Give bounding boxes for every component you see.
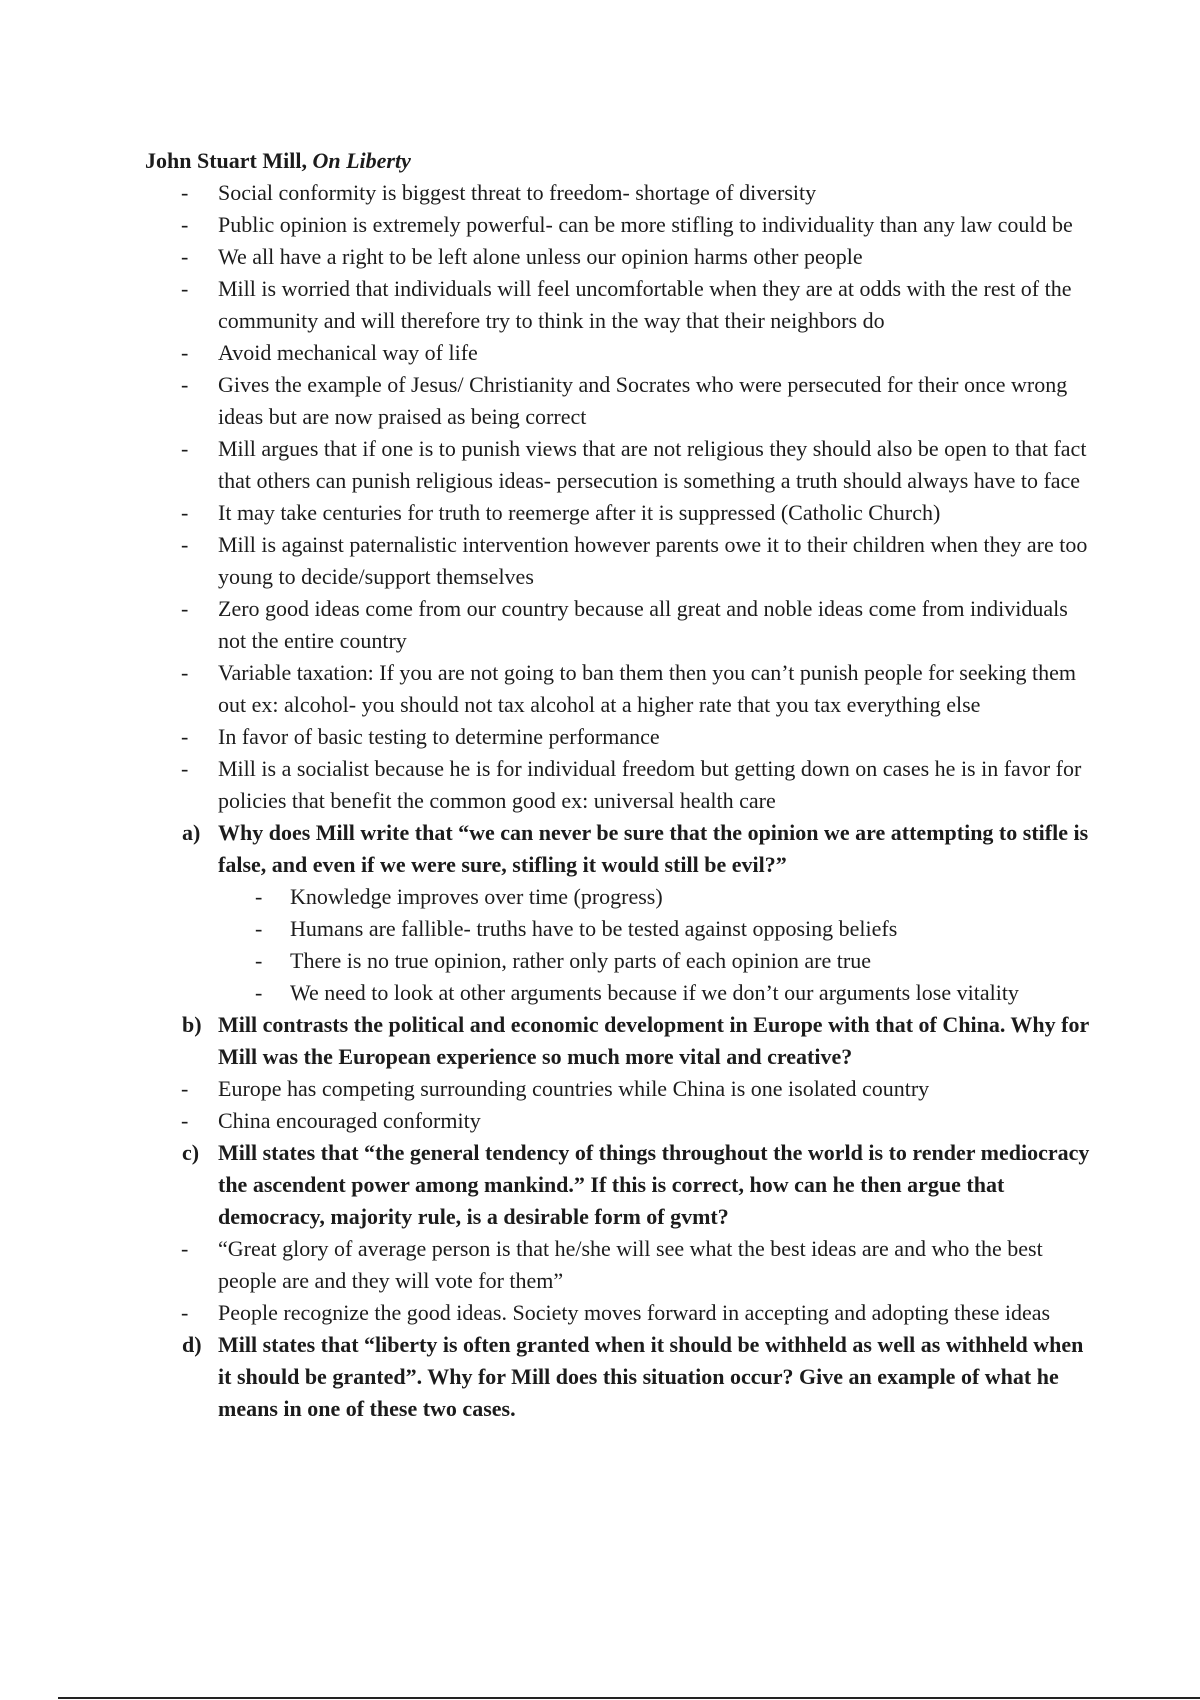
question-marker: d) bbox=[182, 1332, 202, 1357]
sub-bullet-item bbox=[145, 945, 1090, 977]
bullet-marker: - bbox=[181, 276, 189, 301]
bullet-text: Mill is against paternalistic intervention however parents owe it to their children when they are too young to decide/support themselves bbox=[218, 532, 1088, 589]
bullet-item bbox=[145, 529, 1090, 593]
bullet-text: Variable taxation: If you are not going to ban them then you can’t punish people for seeking them out ex: alcohol- you should not tax alcohol at a higher rate that you tax everything else bbox=[218, 660, 1076, 717]
bullet-item bbox=[145, 337, 1090, 369]
bullet-text: “Great glory of average person is that he/she will see what the best ideas are and who the best people are and they will vote for them” bbox=[218, 1236, 1043, 1293]
bullet-marker: - bbox=[181, 372, 189, 397]
bullet-marker: - bbox=[181, 532, 189, 557]
notes-list bbox=[145, 177, 1090, 1425]
bullet-marker: - bbox=[181, 1108, 189, 1133]
bullet-text: Zero good ideas come from our country because all great and noble ideas come from individuals not the entire country bbox=[218, 596, 1068, 653]
bullet-item bbox=[145, 433, 1090, 497]
bullet-marker: - bbox=[255, 948, 263, 973]
sub-bullet-item bbox=[145, 977, 1090, 1009]
question-text: Mill states that “the general tendency of things throughout the world is to render mediocracy the ascendent power among mankind.” If this is correct, how can he then argue that democracy, majority rule, is a desirable form of gvmt? bbox=[218, 1140, 1090, 1229]
question-marker: a) bbox=[182, 820, 201, 845]
bullet-text: In favor of basic testing to determine performance bbox=[218, 724, 660, 749]
bullet-marker: - bbox=[181, 660, 189, 685]
bullet-item bbox=[145, 1105, 1090, 1137]
bullet-item bbox=[145, 657, 1090, 721]
bullet-text: Knowledge improves over time (progress) bbox=[290, 884, 663, 909]
bullet-item bbox=[145, 273, 1090, 337]
bullet-marker: - bbox=[181, 436, 189, 461]
bullet-text: Mill is a socialist because he is for individual freedom but getting down on cases he is in favor for policies that benefit the common good ex: universal health care bbox=[218, 756, 1082, 813]
bullet-item bbox=[145, 497, 1090, 529]
bullet-marker: - bbox=[181, 180, 189, 205]
bullet-marker: - bbox=[181, 756, 189, 781]
question-text: Mill contrasts the political and economic development in Europe with that of China. Why for Mill was the European experience so much more vital and creative? bbox=[218, 1012, 1089, 1069]
bullet-item bbox=[145, 241, 1090, 273]
footer-divider bbox=[58, 1697, 1200, 1699]
bullet-text: Europe has competing surrounding countries while China is one isolated country bbox=[218, 1076, 930, 1101]
bullet-text: Humans are fallible- truths have to be tested against opposing beliefs bbox=[290, 916, 898, 941]
bullet-text: Mill is worried that individuals will feel uncomfortable when they are at odds with the rest of the community and will therefore try to think in the way that their neighbors do bbox=[218, 276, 1072, 333]
bullet-item bbox=[145, 209, 1090, 241]
bullet-marker: - bbox=[181, 1076, 189, 1101]
sub-bullet-item bbox=[145, 913, 1090, 945]
bullet-text: There is no true opinion, rather only parts of each opinion are true bbox=[290, 948, 871, 973]
question-marker: c) bbox=[182, 1140, 200, 1165]
bullet-marker: - bbox=[181, 340, 189, 365]
bullet-marker: - bbox=[181, 500, 189, 525]
bullet-marker: - bbox=[255, 980, 263, 1005]
bullet-text: We all have a right to be left alone unless our opinion harms other people bbox=[218, 244, 863, 269]
bullet-marker: - bbox=[181, 1236, 189, 1261]
bullet-text: It may take centuries for truth to reemerge after it is suppressed (Catholic Church) bbox=[218, 500, 941, 525]
question-item bbox=[145, 817, 1090, 881]
bullet-marker: - bbox=[181, 1300, 189, 1325]
bullet-marker: - bbox=[255, 884, 263, 909]
bullet-item bbox=[145, 177, 1090, 209]
bullet-text: We need to look at other arguments because if we don’t our arguments lose vitality bbox=[290, 980, 1019, 1005]
bullet-item bbox=[145, 593, 1090, 657]
bullet-item bbox=[145, 1297, 1090, 1329]
bullet-item bbox=[145, 753, 1090, 817]
bullet-marker: - bbox=[181, 212, 189, 237]
bullet-text: Social conformity is biggest threat to freedom- shortage of diversity bbox=[218, 180, 817, 205]
title-author: John Stuart Mill, bbox=[145, 148, 313, 173]
bullet-text: Gives the example of Jesus/ Christianity and Socrates who were persecuted for their once wrong ideas but are now praised as being correct bbox=[218, 372, 1068, 429]
sub-bullet-item bbox=[145, 881, 1090, 913]
title-work: On Liberty bbox=[312, 148, 411, 173]
question-item bbox=[145, 1009, 1090, 1073]
bullet-text: China encouraged conformity bbox=[218, 1108, 481, 1133]
bullet-item bbox=[145, 1233, 1090, 1297]
bullet-marker: - bbox=[181, 596, 189, 621]
bullet-marker: - bbox=[181, 724, 189, 749]
question-text: Mill states that “liberty is often granted when it should be withheld as well as withheld when it should be granted”. Why for Mill does this situation occur? Give an example of what he means in one of these two cases. bbox=[218, 1332, 1084, 1421]
question-item bbox=[145, 1137, 1090, 1233]
bullet-item bbox=[145, 1073, 1090, 1105]
question-marker: b) bbox=[182, 1012, 202, 1037]
bullet-marker: - bbox=[255, 916, 263, 941]
bullet-marker: - bbox=[181, 244, 189, 269]
question-text: Why does Mill write that “we can never be sure that the opinion we are attempting to stifle is false, and even if we were sure, stifling it would still be evil?” bbox=[218, 820, 1089, 877]
document-title bbox=[145, 145, 411, 177]
bullet-text: Public opinion is extremely powerful- can be more stifling to individuality than any law could be bbox=[218, 212, 1073, 237]
question-item bbox=[145, 1329, 1090, 1425]
bullet-text: People recognize the good ideas. Society moves forward in accepting and adopting these ideas bbox=[218, 1300, 1051, 1325]
bullet-item bbox=[145, 369, 1090, 433]
bullet-text: Avoid mechanical way of life bbox=[218, 340, 478, 365]
bullet-text: Mill argues that if one is to punish views that are not religious they should also be open to that fact that others can punish religious ideas- persecution is something a truth should always have to face bbox=[218, 436, 1087, 493]
bullet-item bbox=[145, 721, 1090, 753]
